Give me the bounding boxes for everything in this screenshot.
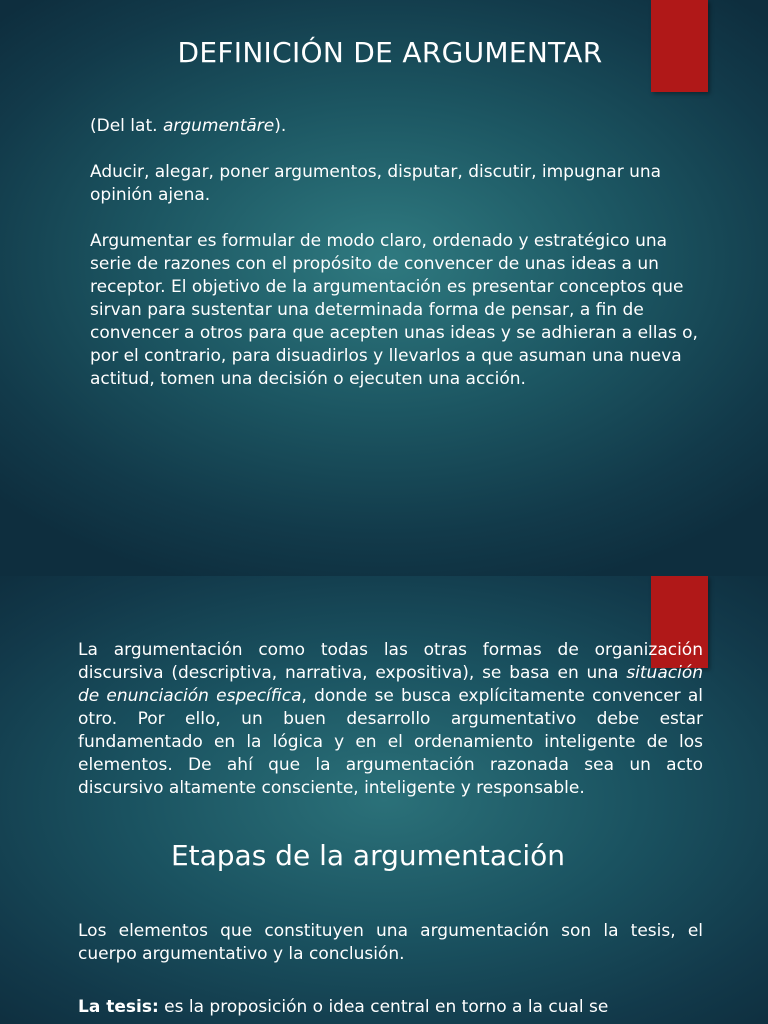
thesis-paragraph	[78, 996, 703, 1019]
intro-italic: situación de enunciación específica	[78, 663, 703, 706]
etymology-suffix: ).	[274, 116, 287, 136]
slide-stages	[0, 576, 768, 1024]
elements-paragraph: Los elementos que constituyen una argumentación son la tesis, el cuerpo argumentativo y la conclusión.	[78, 921, 703, 964]
thesis-text: es la proposición o idea central en torno a la cual se	[158, 997, 609, 1017]
etymology	[90, 115, 710, 138]
explanation-paragraph: Argumentar es formular de modo claro, ordenado y estratégico una serie de razones con el propósito de convencer de unas ideas a un receptor. El objetivo de la argumentación es presentar conceptos que sirvan para sustentar una determinada forma de pensar, a fin de convencer a otros para que acepten unas ideas y se adhieran a ellas o, por el contrario, para disuadirlos y llevarlos a que asuman una nueva actitud, tomen una decisión o ejecuten una acción.	[90, 231, 698, 389]
intro-text-1: La argumentación como todas las otras formas de organización discursiva (descriptiva, narrativa, expositiva), se basa en una	[78, 640, 703, 683]
slide-title: DEFINICIÓN DE ARGUMENTAR	[177, 36, 603, 69]
etymology-prefix: (Del lat.	[90, 116, 163, 136]
intro-paragraph	[78, 639, 703, 800]
definition-paragraph: Aducir, alegar, poner argumentos, disputar, discutir, impugnar una opinión ajena.	[90, 162, 662, 205]
slide-body	[90, 115, 710, 414]
etymology-word: argumentāre	[162, 116, 275, 136]
section-title: Etapas de la argumentación	[170, 839, 566, 872]
thesis-label: La tesis:	[78, 997, 159, 1017]
intro-text-2: , donde se busca explícitamente convencer al otro. Por ello, un buen desarrollo argumentativo debe estar fundamentado en la lógica y en el ordenamiento inteligente de los elementos. De ahí que la argumentación razonada sea un acto discursivo altamente consciente, inteligente y responsable.	[78, 686, 703, 798]
